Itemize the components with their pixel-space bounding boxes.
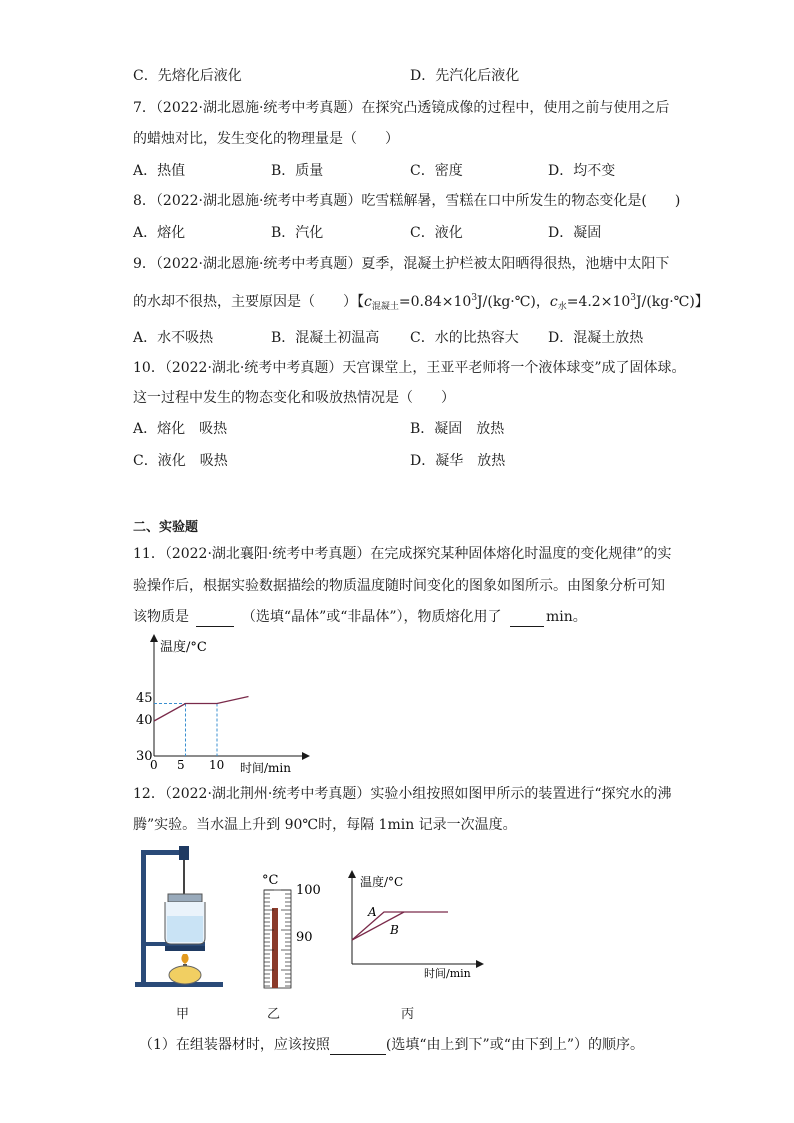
clamp-icon bbox=[179, 846, 189, 860]
q9-stem-text: 的水却不很热，主要原因是（ ）【 bbox=[133, 294, 364, 310]
y-tick-30: 30 bbox=[136, 749, 153, 764]
q7-option-b: B．质量 bbox=[271, 163, 324, 179]
graph2-x-label: 时间/min bbox=[424, 967, 471, 980]
q12-stem-line2: 腾”实验。当水温上升到 90℃时，每隔 1min 记录一次温度。 bbox=[133, 817, 517, 833]
q7-stem-line1: 7．（2022·湖北恩施·统考中考真题）在探究凸透镜成像的过程中，使用之前与使用之后 bbox=[133, 100, 670, 116]
c-concrete-value: =0.84×10 bbox=[398, 294, 472, 310]
q11-text-c: min。 bbox=[546, 609, 587, 625]
q8-option-a: A．熔化 bbox=[133, 225, 186, 241]
q11-text-a: 该物质是 bbox=[133, 609, 189, 625]
q10-option-b: B．凝固 放热 bbox=[410, 421, 505, 437]
q6-option-d: D．先汽化后液化 bbox=[410, 68, 520, 84]
flame-icon bbox=[181, 954, 188, 964]
melting-graph bbox=[130, 632, 320, 777]
curve-a-label: A bbox=[368, 905, 377, 919]
c-water-symbol: c bbox=[549, 294, 558, 310]
q9-options bbox=[0, 327, 794, 347]
x-tick-0: 0 bbox=[150, 758, 158, 772]
q12-stem-line1: 12．（2022·湖北荆州·统考中考真题）实验小组按照如图甲所示的装置进行“探究水的沸 bbox=[133, 786, 672, 802]
q9-option-d: D．混凝土放热 bbox=[548, 330, 644, 346]
q7-stem-line2: 的蜡烛对比，发生变化的物理量是（ ） bbox=[133, 131, 399, 147]
y-tick-40: 40 bbox=[136, 713, 153, 728]
q9-stem-line2 bbox=[133, 288, 709, 317]
q11-blank-2[interactable] bbox=[510, 610, 544, 627]
q8-option-d: D．凝固 bbox=[548, 225, 602, 241]
figure-label-jia: 甲 bbox=[176, 1007, 190, 1022]
q7-option-a: A．热值 bbox=[133, 163, 186, 179]
q9-option-b: B．混凝土初温高 bbox=[271, 330, 380, 346]
c-water-unit: J/(kg·℃)】 bbox=[636, 294, 709, 310]
q8-stem: 8．（2022·湖北恩施·统考中考真题）吃雪糕解暑，雪糕在口中所发生的物态变化是( ) bbox=[133, 193, 681, 209]
water bbox=[167, 916, 203, 942]
q9-stem-line1: 9．（2022·湖北恩施·统考中考真题）夏季，混凝土护栏被太阳晒得很热，池塘中太阳下 bbox=[133, 256, 670, 272]
q12-sub1-blank[interactable] bbox=[330, 1038, 386, 1055]
q10-option-a: A．熔化 吸热 bbox=[133, 421, 228, 437]
c-concrete-symbol: c bbox=[364, 294, 372, 310]
q9-option-c: C．水的比热容大 bbox=[410, 330, 519, 346]
c-concrete-exp: 3 bbox=[471, 293, 478, 303]
figure-label-bing: 丙 bbox=[401, 1007, 415, 1022]
y-axis-label: 温度/°C bbox=[160, 640, 207, 655]
c-concrete-sub: 混凝土 bbox=[371, 302, 399, 312]
curve-a bbox=[352, 912, 448, 940]
q10-stem-line1: 10．（2022·湖北·统考中考真题）天宫课堂上，王亚平老师将一个液体球变”成了固体球。 bbox=[133, 360, 686, 376]
graph2-y-label: 温度/°C bbox=[360, 875, 404, 889]
q6-option-c: C．先熔化后液化 bbox=[133, 68, 242, 84]
x-tick-5: 5 bbox=[177, 758, 185, 772]
curve-b-label: B bbox=[390, 923, 399, 937]
c-water-value: =4.2×10 bbox=[566, 294, 631, 310]
wire-gauze bbox=[165, 946, 205, 951]
c-concrete-unit: J/(kg·℃)， bbox=[477, 294, 550, 310]
alcohol-lamp bbox=[169, 966, 201, 984]
c-water-exp: 3 bbox=[630, 293, 636, 303]
q11-blank-1[interactable] bbox=[196, 610, 234, 627]
c-water-sub: 水 bbox=[557, 302, 567, 312]
q8-option-c: C．液化 bbox=[410, 225, 463, 241]
q11-stem-line1: 11．（2022·湖北襄阳·统考中考真题）在完成探究某种固体熔化时温度的变化规律”的实 bbox=[133, 546, 672, 562]
q11-text-b: （选填“晶体”或“非晶体”），物质熔化用了 bbox=[241, 609, 502, 625]
q12-sub1-text-b: (选填“由上到下”或“由下到上”）的顺序。 bbox=[385, 1037, 645, 1053]
q9-option-a: A．水不吸热 bbox=[133, 330, 214, 346]
thermometer-90: 90 bbox=[296, 930, 313, 945]
q8-option-b: B．汽化 bbox=[271, 225, 324, 241]
thermometer-figure bbox=[250, 868, 330, 993]
q7-options bbox=[0, 160, 794, 180]
section-heading: 二、实验题 bbox=[133, 520, 199, 535]
q12-sub1 bbox=[139, 1035, 644, 1055]
q7-option-c: C．密度 bbox=[410, 163, 463, 179]
q8-options bbox=[0, 222, 794, 242]
x-tick-10: 10 bbox=[209, 758, 225, 772]
q11-stem-line3 bbox=[133, 607, 587, 627]
q11-stem-line2: 验操作后，根据实验数据描绘的物质温度随时间变化的图象如图所示。由图象分析可知 bbox=[133, 578, 665, 594]
q7-option-d: D．均不变 bbox=[548, 163, 616, 179]
boiling-apparatus-figure bbox=[135, 846, 225, 988]
thermometer-100: 100 bbox=[296, 883, 321, 898]
mercury-column bbox=[272, 908, 278, 988]
stand-rod bbox=[141, 850, 146, 984]
x-axis-label: 时间/min bbox=[240, 761, 291, 775]
q10-option-d: D．凝华 放热 bbox=[410, 453, 506, 469]
beaker-lid bbox=[168, 894, 202, 902]
melting-curve-marks bbox=[154, 697, 249, 757]
figure-label-yi: 乙 bbox=[267, 1007, 281, 1022]
melting-curve bbox=[154, 697, 249, 722]
q10-option-c: C．液化 吸热 bbox=[133, 453, 228, 469]
y-tick-45: 45 bbox=[136, 691, 153, 706]
q12-sub1-text-a: （1）在组装器材时，应该按照 bbox=[139, 1037, 330, 1053]
q10-stem-line2: 这一过程中发生的物态变化和吸放热情况是（ ） bbox=[133, 390, 455, 406]
thermometer-unit: °C bbox=[262, 873, 279, 888]
boiling-graph bbox=[340, 868, 490, 983]
